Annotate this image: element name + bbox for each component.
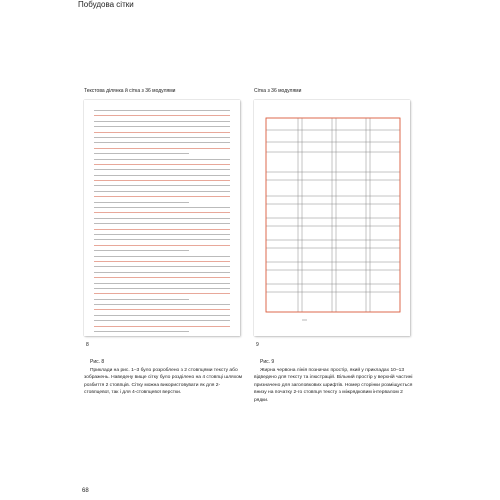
text-line: [94, 234, 230, 238]
text-line: [94, 207, 230, 211]
text-line: [94, 212, 230, 216]
text-line: [94, 110, 230, 114]
text-line: [94, 202, 189, 206]
text-line: [94, 142, 230, 146]
text-line: [94, 191, 230, 195]
text-line: [94, 277, 230, 281]
text-line: [94, 239, 230, 243]
grid-36-modules: [254, 100, 410, 336]
page-title: Побудова сітки: [78, 0, 134, 9]
text-line: [94, 223, 230, 227]
text-line: [94, 137, 230, 141]
right-sheet-label: Сітка з 36 модулями: [254, 88, 302, 94]
caption-left: Приклади на рис. 1–3 було розроблено з 2 стовпцями тексту або зображень. Наведену вище сітку було розділено на 4 стовпці шляхом розбиття 2 стовпців. Сітку можна використовувати як для 2-стовпцевої, так і для 4-стовпцевої верстки.: [84, 368, 243, 396]
text-line: [94, 115, 230, 119]
text-line: [94, 315, 230, 319]
text-line: [94, 266, 230, 270]
text-line: [94, 250, 189, 254]
text-line: [94, 196, 230, 200]
text-line: [94, 299, 189, 303]
text-line: [94, 180, 230, 184]
figure-label-right: Рис. 9: [260, 359, 275, 365]
caption-right: Жирна червона лінія позначає простір, який у прикладах 10–13 відведено для тексту та ілюстрацій. Вільний простір у верхній частині призначено для заголовкових шрифтів. Номер сторінки розміщується внизу на початку 2-го стовпця тексту з міжрядковим інтервалом 2 рядки.: [254, 368, 413, 403]
text-line: [94, 245, 230, 249]
text-area-outline: [266, 118, 400, 312]
left-page-number: 8: [86, 342, 89, 348]
text-line: [94, 169, 230, 173]
figure-label-left: Рис. 8: [90, 359, 105, 365]
text-line: [94, 272, 230, 276]
text-line: [94, 261, 230, 265]
text-line: [94, 153, 189, 157]
folio: 68: [82, 488, 89, 494]
right-grid-page: [254, 100, 410, 336]
text-line: [94, 309, 230, 313]
text-line: [94, 283, 230, 287]
left-sheet-label: Текстова ділянка й сітка з 36 модулями: [84, 88, 176, 94]
text-line: [94, 229, 230, 233]
text-line: [94, 159, 230, 163]
text-line: [94, 121, 230, 125]
text-line: [94, 148, 230, 152]
text-line: [94, 326, 230, 330]
text-line: [94, 132, 230, 136]
text-line: [94, 126, 230, 130]
text-line: [94, 164, 230, 168]
text-line: [94, 288, 230, 292]
text-line: [94, 304, 230, 308]
text-line: [94, 256, 230, 260]
right-page-number: 9: [256, 342, 259, 348]
text-line: [94, 320, 230, 324]
text-line: [94, 331, 189, 335]
text-line: [94, 185, 230, 189]
text-line: [94, 175, 230, 179]
text-area: [94, 110, 230, 336]
left-sample-page: [84, 100, 240, 336]
text-line: [94, 218, 230, 222]
text-line: [94, 293, 230, 297]
